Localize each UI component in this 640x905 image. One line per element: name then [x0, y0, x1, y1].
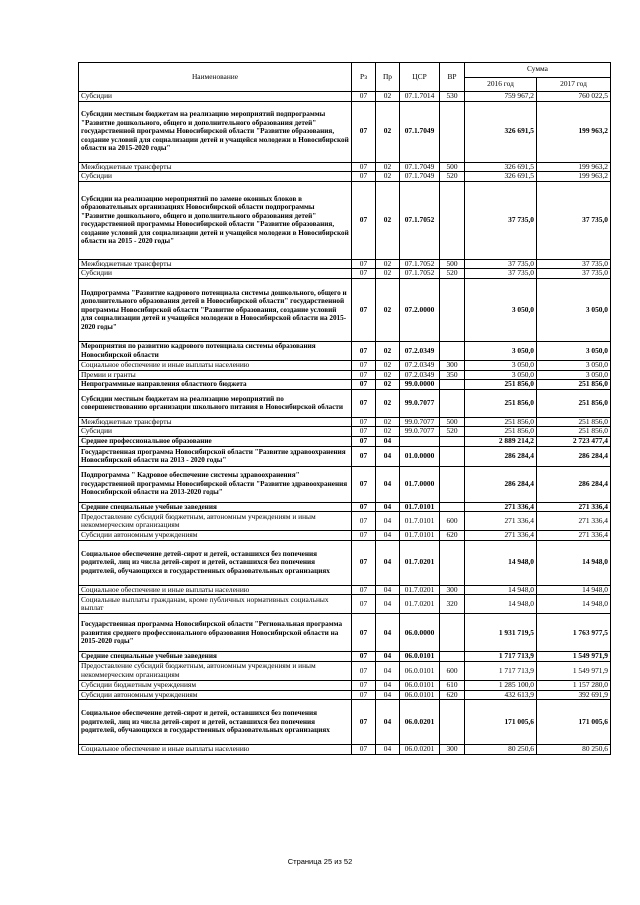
- cell-2017: 251 856,0: [537, 417, 611, 427]
- cell-rz: 07: [352, 370, 376, 380]
- header-pr: Пр: [376, 63, 400, 92]
- cell-2017: 37 735,0: [537, 259, 611, 269]
- cell-2016: 1 285 100,0: [465, 680, 537, 690]
- header-year-2016: 2016 год: [465, 77, 537, 92]
- cell-2016: 251 856,0: [465, 417, 537, 427]
- cell-rz: 07: [352, 502, 376, 512]
- cell-name: Субсидии на реализацию мероприятий по замене оконных блоков в образовательных организациях Новосибирской области подпрограммы "Развитие дошкольного, общего и дополнительного образования детей" государственной программы Новосибирской области "Развитие образования, создание условий для социализации детей и учащейся молодежи в Новосибирской области на 2015 - 2020 годы": [79, 181, 352, 259]
- cell-2016: 2 889 214,2: [465, 436, 537, 446]
- cell-2016: 1 931 719,5: [465, 614, 537, 652]
- cell-2016: 1 717 713,9: [465, 661, 537, 680]
- cell-rz: 07: [352, 540, 376, 585]
- header-rz: Рз: [352, 63, 376, 92]
- cell-name: Социальное обеспечение и иные выплаты населению: [79, 745, 352, 755]
- table-row: [79, 652, 611, 662]
- cell-vr: 300: [440, 745, 465, 755]
- cell-pr: 02: [376, 370, 400, 380]
- cell-2016: 271 336,4: [465, 512, 537, 531]
- cell-pr: 02: [376, 181, 400, 259]
- cell-csr: 99.0.7077: [400, 417, 440, 427]
- cell-pr: 02: [376, 101, 400, 162]
- table-row: [79, 531, 611, 541]
- cell-name: Предоставление субсидий бюджетным, автономным учреждениям и иным некоммерческим организациям: [79, 661, 352, 680]
- cell-vr: [440, 278, 465, 341]
- cell-2017: 1 157 280,0: [537, 680, 611, 690]
- cell-rz: 07: [352, 417, 376, 427]
- cell-2017: 199 963,2: [537, 172, 611, 182]
- cell-vr: 520: [440, 427, 465, 437]
- cell-pr: 04: [376, 661, 400, 680]
- cell-csr: 07.1.7052: [400, 259, 440, 269]
- cell-csr: 01.0.0000: [400, 446, 440, 466]
- cell-2017: 199 963,2: [537, 162, 611, 172]
- table-row: [79, 341, 611, 360]
- cell-2016: 251 856,0: [465, 380, 537, 390]
- cell-csr: 07.2.0349: [400, 370, 440, 380]
- table-row: [79, 181, 611, 259]
- cell-csr: 06.0.0201: [400, 700, 440, 745]
- cell-2016: 14 948,0: [465, 540, 537, 585]
- cell-vr: [440, 181, 465, 259]
- cell-rz: 07: [352, 269, 376, 279]
- cell-2016: 3 050,0: [465, 341, 537, 360]
- cell-rz: 07: [352, 585, 376, 595]
- table-row: [79, 427, 611, 437]
- cell-rz: 07: [352, 512, 376, 531]
- table-body: [79, 92, 611, 755]
- cell-name: Подпрограмма " Кадровое обеспечение системы здравоохранения" государственной программы Новосибирской области "Развитие здравоохранения Новосибирской области на 2013-2020 годы": [79, 466, 352, 502]
- header-name: Наименование: [79, 63, 352, 92]
- cell-name: Межбюджетные трансферты: [79, 259, 352, 269]
- cell-2017: 271 336,4: [537, 531, 611, 541]
- cell-rz: 07: [352, 92, 376, 102]
- table-row: [79, 162, 611, 172]
- header-sum: Сумма: [465, 63, 611, 78]
- cell-2017: 3 050,0: [537, 278, 611, 341]
- cell-name: Среднее профессиональное образование: [79, 436, 352, 446]
- cell-csr: 01.7.0201: [400, 540, 440, 585]
- cell-rz: 07: [352, 427, 376, 437]
- cell-rz: 07: [352, 680, 376, 690]
- cell-vr: [440, 652, 465, 662]
- cell-csr: 01.7.0201: [400, 585, 440, 595]
- table-row: [79, 502, 611, 512]
- cell-csr: 06.0.0101: [400, 661, 440, 680]
- cell-2016: 37 735,0: [465, 269, 537, 279]
- cell-csr: 07.2.0349: [400, 341, 440, 360]
- cell-name: Субсидии автономным учреждениям: [79, 690, 352, 700]
- cell-rz: 07: [352, 595, 376, 614]
- table-row: [79, 360, 611, 370]
- cell-name: Субсидии местным бюджетам на реализацию мероприятий подпрограммы "Развитие дошкольного, общего и дополнительного образования детей" государственной программы Новосибирской области "Развитие образования, создание условий для социализации детей и учащейся молодежи в Новосибирской области на 2015-2020 годы": [79, 101, 352, 162]
- cell-2016: 251 856,0: [465, 427, 537, 437]
- cell-2017: 1 763 977,5: [537, 614, 611, 652]
- cell-pr: 02: [376, 380, 400, 390]
- cell-rz: 07: [352, 162, 376, 172]
- cell-pr: 02: [376, 278, 400, 341]
- cell-csr: 01.7.0101: [400, 502, 440, 512]
- cell-2017: 286 284,4: [537, 446, 611, 466]
- table-row: [79, 512, 611, 531]
- table-row: [79, 436, 611, 446]
- table-row: [79, 540, 611, 585]
- cell-pr: 02: [376, 92, 400, 102]
- cell-2016: 14 948,0: [465, 585, 537, 595]
- cell-2017: 37 735,0: [537, 269, 611, 279]
- cell-csr: 01.7.0101: [400, 531, 440, 541]
- cell-name: Средние специальные учебные заведения: [79, 652, 352, 662]
- cell-rz: 07: [352, 436, 376, 446]
- table-row: [79, 466, 611, 502]
- cell-vr: [440, 466, 465, 502]
- cell-pr: 02: [376, 389, 400, 417]
- cell-pr: 02: [376, 427, 400, 437]
- cell-2016: 37 735,0: [465, 181, 537, 259]
- table-row: [79, 614, 611, 652]
- cell-2017: 3 050,0: [537, 341, 611, 360]
- cell-rz: 07: [352, 661, 376, 680]
- cell-vr: 520: [440, 269, 465, 279]
- cell-vr: 620: [440, 690, 465, 700]
- header-csr: ЦСР: [400, 63, 440, 92]
- table-row: [79, 269, 611, 279]
- cell-csr: 01.7.0101: [400, 512, 440, 531]
- table-row: [79, 380, 611, 390]
- header-vr: ВР: [440, 63, 465, 92]
- cell-vr: 300: [440, 585, 465, 595]
- cell-pr: 02: [376, 341, 400, 360]
- cell-vr: [440, 700, 465, 745]
- cell-csr: 01.7.0201: [400, 595, 440, 614]
- cell-csr: 07.1.7049: [400, 162, 440, 172]
- cell-2016: 251 856,0: [465, 389, 537, 417]
- cell-name: Социальное обеспечение и иные выплаты населению: [79, 585, 352, 595]
- table-row: [79, 370, 611, 380]
- page-footer: Страница 25 из 52: [287, 857, 353, 866]
- cell-pr: 04: [376, 690, 400, 700]
- cell-csr: 99.0.0000: [400, 380, 440, 390]
- cell-pr: 04: [376, 446, 400, 466]
- table-row: [79, 92, 611, 102]
- cell-name: Субсидии бюджетным учреждениям: [79, 680, 352, 690]
- table-row: [79, 595, 611, 614]
- cell-2017: 1 549 971,9: [537, 661, 611, 680]
- cell-csr: 07.2.0000: [400, 278, 440, 341]
- cell-2016: 37 735,0: [465, 259, 537, 269]
- cell-name: Межбюджетные трансферты: [79, 162, 352, 172]
- cell-csr: 06.0.0000: [400, 614, 440, 652]
- cell-csr: [400, 436, 440, 446]
- cell-2017: 14 948,0: [537, 540, 611, 585]
- cell-vr: 500: [440, 162, 465, 172]
- cell-vr: [440, 614, 465, 652]
- cell-name: Межбюджетные трансферты: [79, 417, 352, 427]
- cell-csr: 07.1.7052: [400, 269, 440, 279]
- cell-name: Социальные выплаты гражданам, кроме публичных нормативных социальных выплат: [79, 595, 352, 614]
- cell-pr: 04: [376, 595, 400, 614]
- cell-name: Субсидии: [79, 172, 352, 182]
- cell-pr: 04: [376, 652, 400, 662]
- cell-2017: 37 735,0: [537, 181, 611, 259]
- cell-2017: 392 691,9: [537, 690, 611, 700]
- cell-2016: 432 613,9: [465, 690, 537, 700]
- cell-2017: 251 856,0: [537, 427, 611, 437]
- cell-csr: 99.0.7077: [400, 389, 440, 417]
- table-row: [79, 278, 611, 341]
- cell-pr: 04: [376, 614, 400, 652]
- cell-name: Подпрограмма "Развитие кадрового потенциала системы дошкольного, общего и дополнительного образования детей в Новосибирской области" государственной программы Новосибирской области "Развитие образования, создание условий для социализации детей и учащейся молодежи в Новосибирской области на 2015-2020 годы": [79, 278, 352, 341]
- header-year-2017: 2017 год: [537, 77, 611, 92]
- cell-pr: 04: [376, 680, 400, 690]
- cell-vr: [440, 341, 465, 360]
- cell-name: Субсидии: [79, 427, 352, 437]
- cell-vr: 620: [440, 531, 465, 541]
- budget-table-container: [78, 62, 610, 755]
- cell-csr: 07.2.0349: [400, 360, 440, 370]
- cell-rz: 07: [352, 101, 376, 162]
- cell-2016: 326 691,5: [465, 101, 537, 162]
- cell-rz: 07: [352, 690, 376, 700]
- cell-2016: 3 050,0: [465, 278, 537, 341]
- table-row: [79, 690, 611, 700]
- cell-rz: 07: [352, 181, 376, 259]
- cell-vr: [440, 502, 465, 512]
- cell-pr: 02: [376, 417, 400, 427]
- cell-vr: [440, 101, 465, 162]
- cell-rz: 07: [352, 389, 376, 417]
- cell-2016: 1 717 713,9: [465, 652, 537, 662]
- cell-csr: 99.0.7077: [400, 427, 440, 437]
- budget-table: [78, 62, 611, 755]
- cell-vr: 610: [440, 680, 465, 690]
- cell-2017: 14 948,0: [537, 595, 611, 614]
- cell-2017: 3 050,0: [537, 360, 611, 370]
- cell-rz: 07: [352, 380, 376, 390]
- cell-name: Социальное обеспечение детей-сирот и детей, оставшихся без попечения родителей, лиц из числа детей-сирот и детей, оставшихся без попечения родителей, обучающихся в государственных образовательных организациях: [79, 700, 352, 745]
- cell-name: Непрограммные направления областного бюджета: [79, 380, 352, 390]
- cell-pr: 02: [376, 360, 400, 370]
- cell-2016: 80 250,6: [465, 745, 537, 755]
- cell-rz: 07: [352, 278, 376, 341]
- cell-2017: 2 723 477,4: [537, 436, 611, 446]
- table-row: [79, 417, 611, 427]
- cell-2017: 251 856,0: [537, 389, 611, 417]
- cell-2016: 326 691,5: [465, 162, 537, 172]
- cell-csr: 07.1.7049: [400, 172, 440, 182]
- cell-csr: 07.1.7014: [400, 92, 440, 102]
- cell-2016: 271 336,4: [465, 531, 537, 541]
- cell-2017: 1 549 971,9: [537, 652, 611, 662]
- cell-vr: 520: [440, 172, 465, 182]
- cell-vr: [440, 380, 465, 390]
- cell-name: Государственная программа Новосибирской области "Региональная программа развития среднего профессионального образования Новосибирской области на 2015-2020 годы": [79, 614, 352, 652]
- cell-vr: [440, 436, 465, 446]
- table-row: [79, 680, 611, 690]
- cell-2016: 171 005,6: [465, 700, 537, 745]
- cell-name: Субсидии автономным учреждениям: [79, 531, 352, 541]
- cell-csr: 01.7.0000: [400, 466, 440, 502]
- cell-2017: 171 005,6: [537, 700, 611, 745]
- cell-2017: 14 948,0: [537, 585, 611, 595]
- cell-2017: 286 284,4: [537, 466, 611, 502]
- cell-pr: 02: [376, 269, 400, 279]
- cell-pr: 02: [376, 172, 400, 182]
- cell-2016: 286 284,4: [465, 466, 537, 502]
- cell-vr: 320: [440, 595, 465, 614]
- cell-pr: 04: [376, 531, 400, 541]
- cell-pr: 04: [376, 502, 400, 512]
- cell-name: Социальное обеспечение детей-сирот и детей, оставшихся без попечения родителей, лиц из числа детей-сирот и детей, оставшихся без попечения родителей, обучающихся в государственных образовательных организациях: [79, 540, 352, 585]
- cell-rz: 07: [352, 700, 376, 745]
- cell-2016: 326 691,5: [465, 172, 537, 182]
- cell-pr: 04: [376, 700, 400, 745]
- table-row: [79, 172, 611, 182]
- cell-rz: 07: [352, 531, 376, 541]
- cell-vr: [440, 389, 465, 417]
- cell-vr: 600: [440, 512, 465, 531]
- cell-csr: 06.0.0101: [400, 690, 440, 700]
- cell-csr: 07.1.7052: [400, 181, 440, 259]
- cell-vr: [440, 446, 465, 466]
- cell-name: Субсидии: [79, 92, 352, 102]
- cell-rz: 07: [352, 341, 376, 360]
- cell-2016: 759 967,2: [465, 92, 537, 102]
- cell-pr: 04: [376, 512, 400, 531]
- cell-csr: 07.1.7049: [400, 101, 440, 162]
- cell-2017: 760 022,5: [537, 92, 611, 102]
- cell-vr: 600: [440, 661, 465, 680]
- cell-csr: 06.0.0101: [400, 680, 440, 690]
- cell-rz: 07: [352, 466, 376, 502]
- cell-vr: 500: [440, 259, 465, 269]
- cell-name: Субсидии: [79, 269, 352, 279]
- cell-2016: 3 050,0: [465, 370, 537, 380]
- cell-pr: 04: [376, 585, 400, 595]
- table-header: [79, 63, 611, 92]
- cell-vr: [440, 540, 465, 585]
- table-row: [79, 585, 611, 595]
- cell-pr: 04: [376, 745, 400, 755]
- cell-rz: 07: [352, 745, 376, 755]
- table-row: [79, 259, 611, 269]
- table-row: [79, 446, 611, 466]
- cell-2017: 80 250,6: [537, 745, 611, 755]
- cell-pr: 04: [376, 466, 400, 502]
- table-row: [79, 661, 611, 680]
- cell-pr: 04: [376, 540, 400, 585]
- cell-2017: 271 336,4: [537, 502, 611, 512]
- cell-name: Социальное обеспечение и иные выплаты населению: [79, 360, 352, 370]
- table-row: [79, 389, 611, 417]
- cell-name: Государственная программа Новосибирской области "Развитие здравоохранения Новосибирской области на 2013 - 2020 годы": [79, 446, 352, 466]
- cell-pr: 02: [376, 162, 400, 172]
- cell-rz: 07: [352, 172, 376, 182]
- cell-vr: 500: [440, 417, 465, 427]
- cell-rz: 07: [352, 652, 376, 662]
- cell-csr: 06.0.0201: [400, 745, 440, 755]
- cell-name: Предоставление субсидий бюджетным, автономным учреждениям и иным некоммерческим организациям: [79, 512, 352, 531]
- cell-rz: 07: [352, 614, 376, 652]
- cell-vr: 300: [440, 360, 465, 370]
- cell-name: Мероприятия по развитию кадрового потенциала системы образования Новосибирской области: [79, 341, 352, 360]
- table-row: [79, 101, 611, 162]
- cell-rz: 07: [352, 446, 376, 466]
- cell-2017: 251 856,0: [537, 380, 611, 390]
- cell-2016: 3 050,0: [465, 360, 537, 370]
- cell-name: Субсидии местным бюджетам на реализацию мероприятий по совершенствованию организации школьного питания в Новосибирской области: [79, 389, 352, 417]
- cell-2016: 14 948,0: [465, 595, 537, 614]
- cell-2017: 271 336,4: [537, 512, 611, 531]
- cell-vr: 530: [440, 92, 465, 102]
- table-row: [79, 700, 611, 745]
- cell-pr: 04: [376, 436, 400, 446]
- cell-name: Средние специальные учебные заведения: [79, 502, 352, 512]
- cell-2016: 271 336,4: [465, 502, 537, 512]
- cell-name: Премии и гранты: [79, 370, 352, 380]
- table-row: [79, 745, 611, 755]
- cell-rz: 07: [352, 259, 376, 269]
- cell-pr: 02: [376, 259, 400, 269]
- cell-csr: 06.0.0101: [400, 652, 440, 662]
- cell-vr: 350: [440, 370, 465, 380]
- cell-2017: 199 963,2: [537, 101, 611, 162]
- cell-rz: 07: [352, 360, 376, 370]
- cell-2017: 3 050,0: [537, 370, 611, 380]
- cell-2016: 286 284,4: [465, 446, 537, 466]
